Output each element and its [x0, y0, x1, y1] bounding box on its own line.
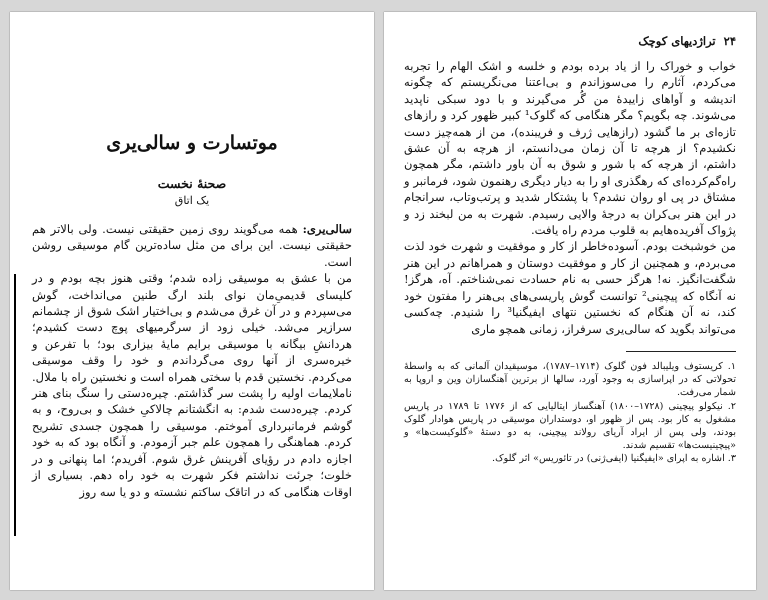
page-number: ۲۴ — [723, 34, 736, 48]
margin-line — [14, 274, 16, 536]
footnote: ۳. اشاره به اپرای «ایفیگنیا (ایفی‌ژنی) در تائوریس» اثر گلوک. — [492, 453, 736, 465]
left-body-text — [32, 221, 352, 500]
paragraph: من با عشق به موسیقی زاده شدم؛ وقتی هنوز بچه بودم و در کلیسای قدیمیِ‌مان نوای بلند ارگ طنین می‌انداخت، گوش می‌سپردم و در آن غرق می‌شدم و بی‌اختیار اشک شوق از چشمانم سرازیر می‌شد. خیلی زود از سرگرمیهای پوچ دست کشیدم؛ هردانشِ بیگانه با موسیقی برایم مایهٔ بیزاری بود؛ با تفرعن و خیره‌سری از آنها روی می‌گرداندم و خود را وقف موسیقی می‌کردم. نخستین قدم با سختی همراه است و نخستین راه با ملال. ناملایمات اولیه را پشت سر گذاشتم. چیره‌دستی را سنگ بنای هنر کردم. چیره‌دست شدم: به انگشتانم چالاکیِ خشک و بی‌روح، و به گوشم فرمانبرداری آموختم. موسیقی را همچون جسدی تشریح کردم. هماهنگی را همچون علم جبر آزمودم. و آنگاه بود که به خود اجازه دادم در رؤیای آفرینش غرق شوم. آفریدم؛ اما پنهانی و در خلوت؛ جرئت نداشتم فکر شهرت به خود راه دهم. بسیاری از اوقات هنگامی که در اتاقک ساکتم نشسته و دو یا سه روز — [32, 271, 352, 499]
footnote-divider — [626, 351, 736, 352]
running-header — [404, 34, 736, 48]
paragraph: خواب و خوراک را از یاد برده بودم و خلسه و اشک الهام را تجربه می‌کردم، آثارم را می‌سوزاندم و بی‌اعتنا می‌نگریستم که چگونه اندیشه و آواهای زاییدهٔ من گُر می‌گیرند و با دود سبکی ناپدید می‌شوند. چه بگویم؟ مگر هنگامی که گلوک¹ کبیر ظهور کرد و رازهای تازه‌ای بر ما گشود (رازهایی ژرف و فریبنده)، من از همه‌چیز دست نکشیدم؟ از هرچه تا آن زمان می‌دانستم، از هرچه به آن عشق داشتم، از هرچه که با شور و شوق به آن باور داشتم، مگر همچون راه‌گم‌کرده‌ای که رهگذری او را به دیار دیگری رهنمون شود، فرمانبر و مشتاق در پی او روان نشدم؟ با پشتکار شدید و پرتب‌وتاب، سرانجام در این هنر بی‌کران به درجهٔ والایی رسیدم. شهرت به من لبخند زد و پژواک آفریده‌هایم به قلوب مردم راه یافت. — [404, 59, 736, 238]
scene-heading: صحنهٔ نخست — [157, 176, 227, 191]
paragraph: من خوشبخت بودم. آسوده‌خاطر از کار و موفقیت و شهرت خود لذت می‌بردم، و همچنین از کار و موفقیت دوستان و همراهانم در این هنر شگفت‌انگیز. نه! هرگز حسی به نام حسادت نمی‌شناختم. آه، هرگز! نه آنگاه که پیچینی² توانست گوش پاریسی‌های بی‌هنر را مفتون خود کند، نه آن هنگام که نخستین نتهای ایفیگنیا³ را شنیدم. چه‌کسی می‌تواند بگوید که سالی‌یری سرفراز، زمانی همچو ماری — [404, 239, 736, 336]
footnote: ۱. کریستوف ویلیبالد فون گلوک (۱۷۱۴–۱۷۸۷)، موسیقیدان آلمانی که به واسطهٔ تحولاتی که در اپراسازی به وجود آورد، سالها از برترین آهنگسازان وین و اروپا به شمار می‌رفت. — [404, 360, 736, 399]
running-title: تراژدیهای کوچک — [638, 34, 716, 48]
footnote: ۲. نیکولو پیچینی (۱۷۲۸–۱۸۰۰) آهنگساز ایتالیایی که از ۱۷۷۶ تا ۱۷۸۹ در پاریس مشغول به کار بود. پس از ظهور او، دوستداران موسیقی در پاریس هوادار گلوک بودند، ولی پس از ایراد آریای رولاند پیچینی، به دو دستهٔ «گلوکیست‌ها» و «پیچینیست‌ها» تقسیم شدند. — [404, 400, 736, 452]
left-page — [10, 12, 374, 590]
footnotes — [404, 360, 736, 466]
right-body-text — [404, 58, 736, 337]
play-title: موتسارت و سالی‌یری — [106, 132, 278, 154]
scene-place: یک اتاق — [174, 194, 210, 207]
speaker-name: سالی‌یری: — [302, 222, 352, 236]
right-page — [384, 12, 756, 590]
paragraph: سالی‌یری: همه می‌گویند روی زمین حقیقتی نیست. ولی بالاتر هم حقیقتی نیست. این برای من مثل ساده‌ترین گام موسیقی روشن است. — [32, 222, 352, 269]
